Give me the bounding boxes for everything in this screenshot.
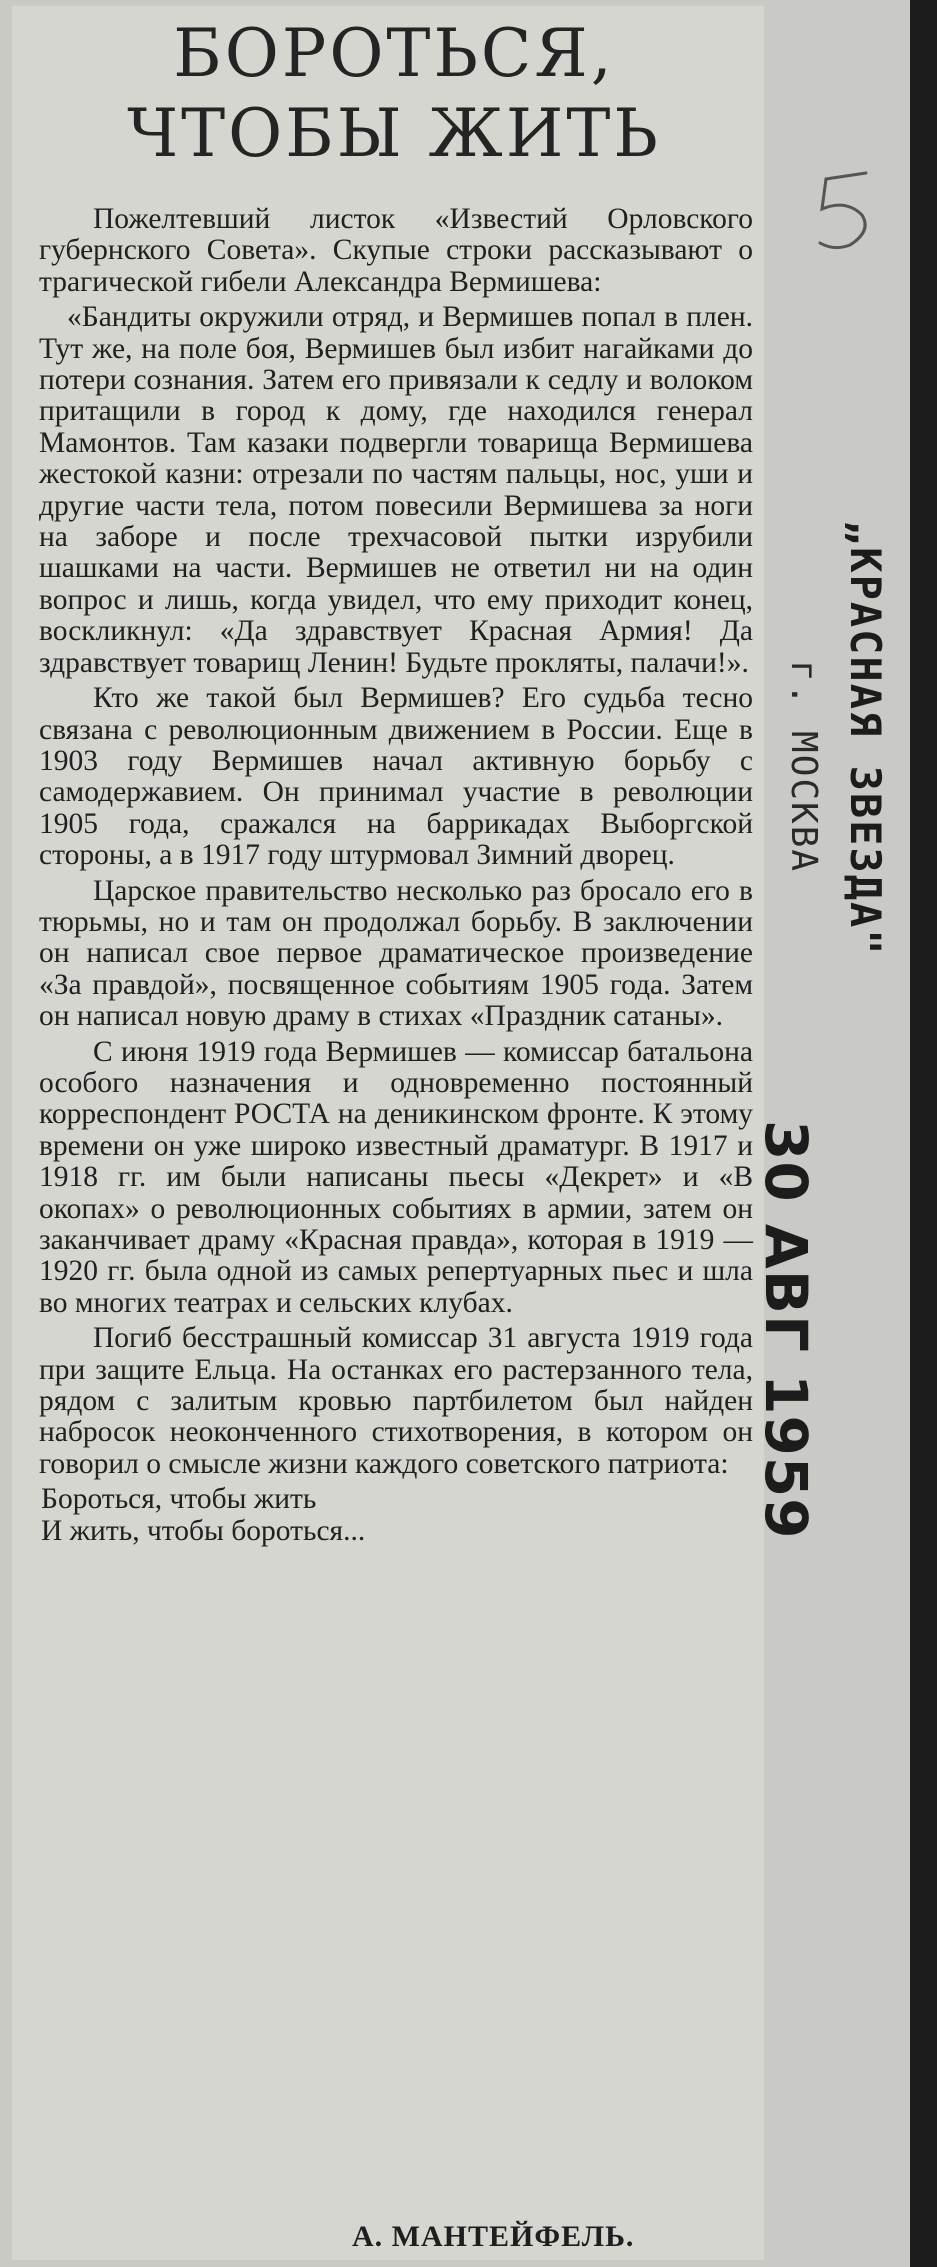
city-stamp: г. МОСКВА <box>783 660 824 874</box>
newspaper-name-stamp: „КРАСНАЯ ЗВЕЗДА" <box>841 520 890 957</box>
article-body <box>39 204 753 1547</box>
article-paragraph: С июня 1919 года Вермишев — комиссар батальона особого назначения и одновременно постоянный корреспондент РОСТА на деникинском фронте. К этому времени он уже широко известный драматург. В 1917 и 1918 гг. им были написаны пьесы «Декрет» и «В окопах» о революционных событиях в армии, затем он заканчивает драму «Красная правда», которая в 1919 — 1920 гг. была одной из самых репертуарных пьес и шла во многих театрах и сельских клубах. <box>39 1035 753 1319</box>
headline <box>26 14 762 174</box>
verse-line: И жить, чтобы бороться... <box>41 1514 366 1547</box>
headline-line-1: БОРОТЬСЯ, <box>173 15 615 92</box>
author-signature: А. МАНТЕЙФЕЛЬ. <box>352 2220 635 2253</box>
handwritten-mark <box>806 165 886 255</box>
headline-line-2: ЧТОБЫ ЖИТЬ <box>127 95 661 172</box>
article-paragraph: Царское правительство несколько раз бросало его в тюрьмы, но и там он продолжал борьбу. В заключении он написал свое первое драматическое произведение «За правдой», посвященное событиям 1905 года. Затем он написал новую драму в стихах «Праздник сатаны». <box>39 874 753 1033</box>
article-paragraph: Кто же такой был Вермишев? Его судьба тесно связана с революционным движением в России. Еще в 1903 году Вермишев начал активную борьбу с самодержавием. Он принимал участие в революции 1905 года, сражался на баррикадах Выборгской стороны, а в 1917 году штурмовал Зимний дворец. <box>39 682 753 872</box>
article-paragraph: Пожелтевший листок «Известий Орловского губернского Совета». Скупые строки рассказывают о трагической гибели Александра Вермишева: <box>39 203 753 298</box>
article-paragraph: Погиб бесстрашный комиссар 31 августа 1919 года при защите Ельца. На останках его растерзанного тела, рядом с залитым кровью партбилетом был найден набросок неоконченного стихотворения, в котором он говорил о смысле жизни каждого советского патриота: <box>39 1322 753 1480</box>
article-quote-paragraph: «Бандиты окружили отряд, и Вермишев попал в плен. Тут же, на поле боя, Вермишев был избит нагайками до потери сознания. Затем его привязали к седлу и волоком притащили в город к дому, где находился генерал Мамонтов. Там казаки подвергли товарища Вермишева жестокой казни: отрезали по частям пальцы, нос, уши и другие части тела, потом повесили Вермишева за ноги на заборе и после трехчасовой пытки изрубили шашками на части. Вермишев не ответил ни на один вопрос и лишь, когда увидел, что ему приходит конец, воскликнул: «Да здравствует Красная Армия! Да здравствует товарищ Ленин! Будьте прокляты, палачи!». <box>39 301 753 679</box>
verse-line: Бороться, чтобы жить <box>41 1483 317 1516</box>
newspaper-clipping <box>12 6 764 2260</box>
date-stamp: 30 АВГ 1959 <box>752 1120 820 1540</box>
